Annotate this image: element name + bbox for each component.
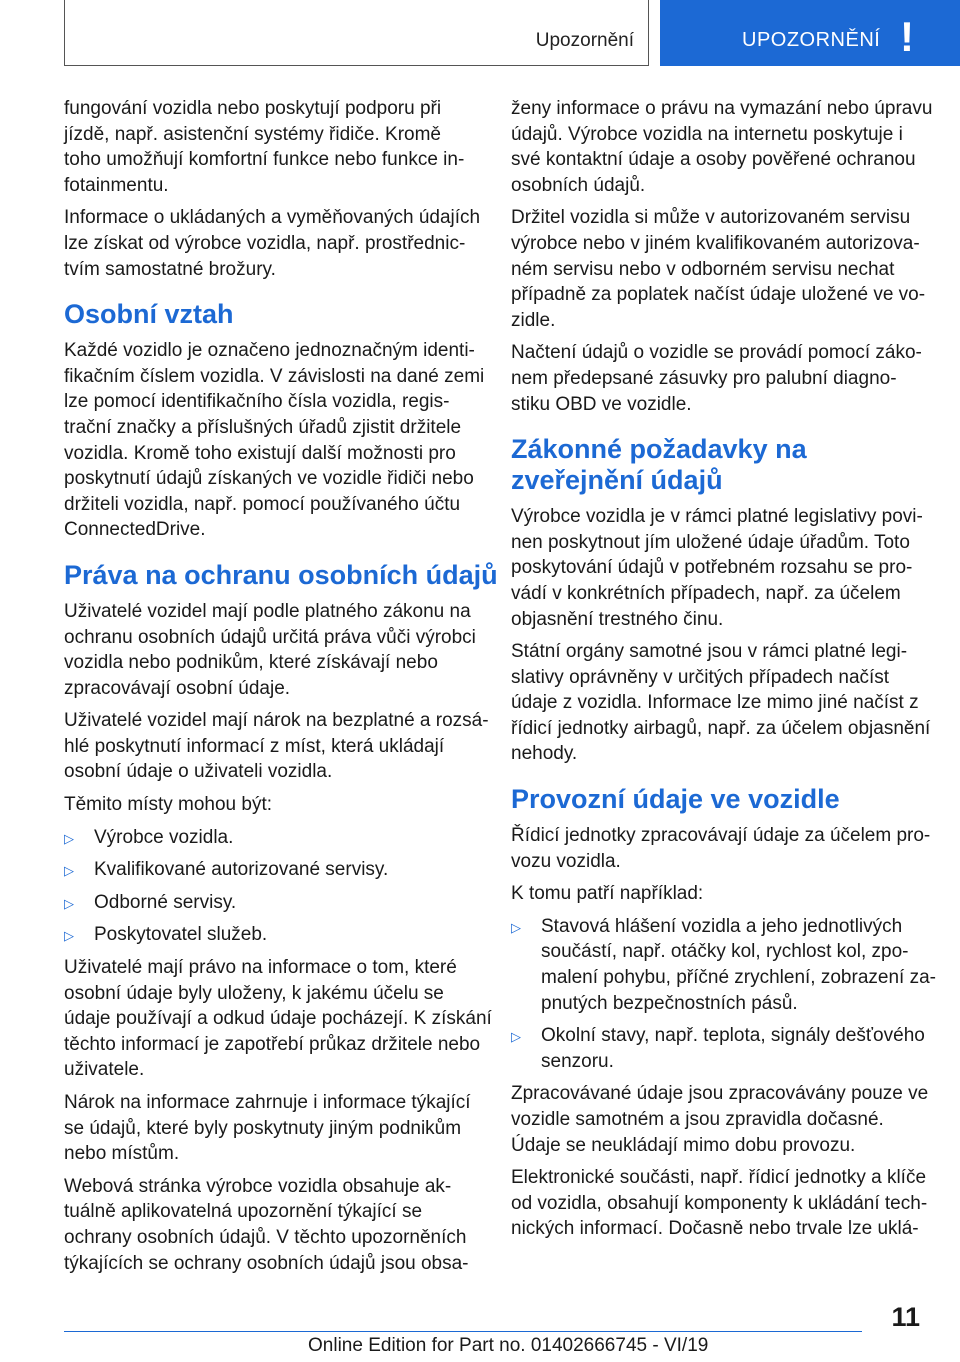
page-number: 11 [891,1302,920,1332]
section-heading-data-protection-rights: Práva na ochranu osobních údajů [64,559,498,590]
paragraph: K tomu patří například: [511,883,704,905]
paragraph: ženy informace o právu na vymazání nebo úpravu údajů. Výrobce vozidla na internetu poskytuje i své kontaktní údaje a osoby pověřené ochranou osobních údajů. [511,98,933,196]
header-section-label: Upozornění [535,30,634,51]
paragraph: Uživatelé vozidel mají podle platného zákonu na ochranu osobních údajů určitá práva vůči výrobci vozidla nebo podnikům, které získávají nebo zpracovávají osobní údaje. [64,600,476,699]
paragraph: Uživatelé mají právo na informace o tom, které osobní údaje byly uloženy, k jakému účelu se údaje používají a odkud údaje pocházejí. K získání těchto informací je zapotřebí průkaz držitele nebo uživatele. [64,957,492,1081]
paragraph: Každé vozidlo je označeno jednoznačným identi‐ fikačním číslem vozidla. V závislosti na dané zemi lze pomocí identifikačního čísla vozidla, regis‐ trační značky a příslušných úřadů zjistit držitele vozidla. Kromě toho existují další možnosti pro poskytnutí údajů získaných ve vozidle řidiči nebo držiteli vozidla, např. pomocí používaného účtu ConnectedDrive. [64,340,485,541]
paragraph: Zpracovávané údaje jsou zpracovávány pouze ve vozidle samotném a jsou zpravidla dočasné. Údaje se neukládají mimo dobu provozu. [511,1083,929,1156]
list-item-text: Odborné servisy. [94,891,237,913]
warning-exclamation-icon: ! [900,13,914,60]
left-column [64,96,498,1283]
header-frame [64,0,649,66]
paragraph: Těmito místy mohou být: [64,794,273,816]
list-item-text: Výrobce vozidla. [94,826,234,848]
footer-edition-text: Online Edition for Part no. 01402666745 - VI/19 [308,1335,709,1356]
header-chapter-band [660,0,960,66]
list-item [511,914,936,1016]
triangle-bullet-icon: ▷ [64,895,74,911]
section-heading-operating-data: Provozní údaje ve vozidle [511,784,840,815]
paragraph: Elektronické součásti, např. řídicí jednotky a klíče od vozidla, obsahují komponenty k ukládání tech‐ nických informací. Dočasně nebo trvale lze uklá‐ [511,1167,928,1240]
paragraph: Výrobce vozidla je v rámci platné legislativy povi‐ nen poskytnout jím uložené údaje úřadům. Toto poskytování údajů v potřebném rozsahu se pro‐ vádí v konkrétních případech, např. za účelem objasnění trestného činu. [511,506,923,630]
list-item [64,825,482,851]
footer-divider [64,1331,862,1332]
bullet-list [64,825,482,948]
paragraph: fungování vozidla nebo poskytují podporu při jízdě, např. asistenční systémy řidiče. Kromě toho umožňují komfortní funkce nebo funkce in‐ fotainmentu. [64,98,465,196]
triangle-bullet-icon: ▷ [64,863,74,879]
list-item-text: Kvalifikované autorizované servisy. [94,859,389,881]
triangle-bullet-icon: ▷ [511,1029,521,1045]
paragraph: Státní orgány samotné jsou v rámci platné legi‐ slativy oprávněny v určitých případech načíst údaje z vozidla. Informace lze mimo jiné načíst z řídicí jednotky airbagů, např. za účelem objasnění nehody. [511,641,931,765]
bullet-list [511,914,936,1075]
list-item-text: Stavová hlášení vozidla a jeho jednotlivých součástí, např. otáčky kol, rychlost kol, zpo‐ malení pohybu, příčné zrychlení, zobrazení za‐ pnutých bezpečnostních pásů. [541,915,936,1014]
section-heading-personal-relationship: Osobní vztah [64,299,234,330]
right-column [511,96,936,1249]
triangle-bullet-icon: ▷ [64,830,74,846]
paragraph: Webová stránka výrobce vozidla obsahuje ak‐ tuálně aplikovatelná upozornění týkající se ochrany osobních údajů. V těchto upozorněních týkajících se ochrany osobních údajů jsou obsa‐ [64,1175,469,1274]
triangle-bullet-icon: ▷ [64,928,74,944]
paragraph: Nárok na informace zahrnuje i informace týkající se údajů, které byly poskytnuty jiným podnikům nebo místům. [64,1092,471,1165]
list-item [64,922,482,948]
paragraph: Držitel vozidla si může v autorizovaném servisu výrobce nebo v jiném kvalifikovaném autorizova‐ ném servisu nebo v odborném servisu nechat případně za poplatek načíst údaje uložené ve vo‐ zidle. [511,207,926,331]
paragraph: Informace o ukládaných a vyměňovaných údajích lze získat od výrobce vozidla, např. prostřednic‐ tvím samostatné brožury. [64,207,481,280]
list-item-text: Poskytovatel služeb. [94,924,268,946]
list-item-text: Okolní stavy, např. teplota, signály dešťového senzoru. [541,1025,925,1072]
paragraph: Řídicí jednotky zpracovávají údaje za účelem pro‐ vozu vozidla. [511,825,931,872]
section-heading-legal-requirements: Zákonné požadavky na zveřejnění údajů [511,434,807,496]
paragraph: Uživatelé vozidel mají nárok na bezplatné a rozsá‐ hlé poskytnutí informací z míst, která ukládají osobní údaje o uživateli vozidla. [64,710,489,783]
header-chapter-title: UPOZORNĚNÍ [742,29,881,51]
list-item [511,1023,929,1074]
triangle-bullet-icon: ▷ [511,919,521,935]
paragraph: Načtení údajů o vozidle se provádí pomocí záko‐ nem předepsané zásuvky pro palubní diagno‐ stiku OBD ve vozidle. [511,342,922,415]
list-item [64,857,482,883]
list-item [64,890,482,916]
